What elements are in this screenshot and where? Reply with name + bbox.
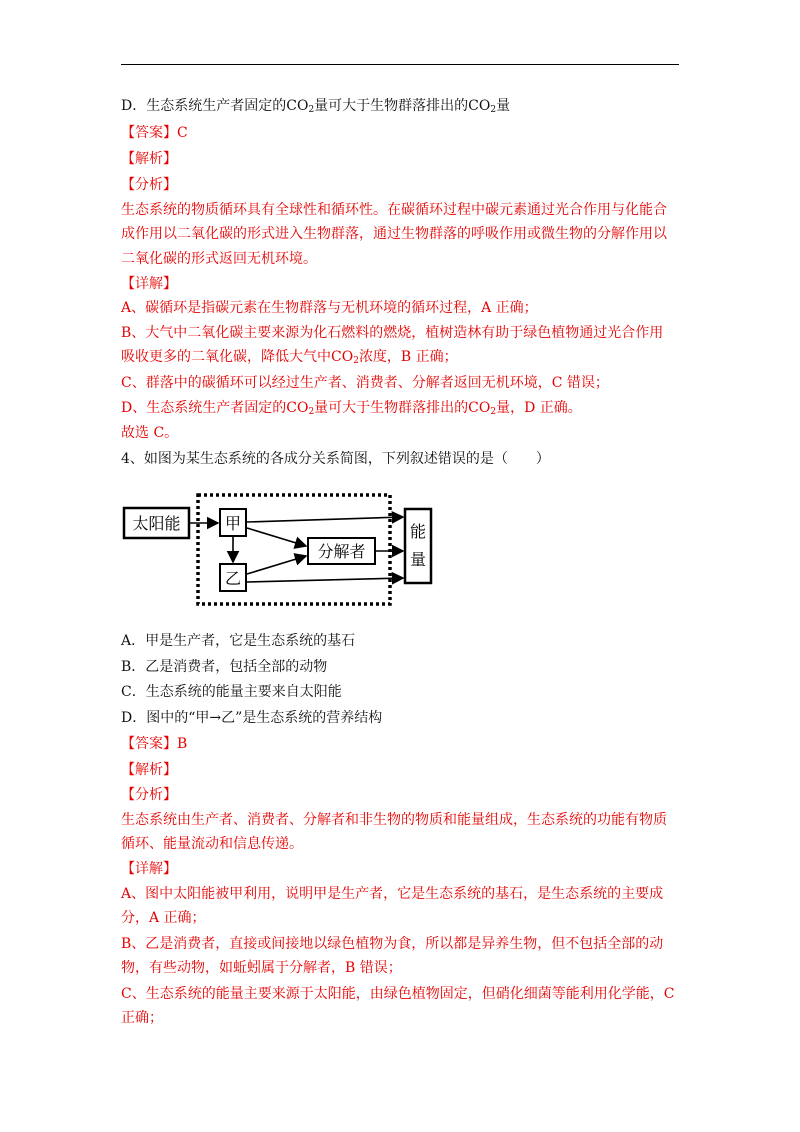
q4-option-c: C．生态系统的能量主要来自太阳能 [121, 684, 342, 700]
ecosystem-diagram-svg [121, 492, 441, 612]
ecosystem-diagram [121, 492, 441, 612]
q4-jiexi-heading: 【解析】 [121, 762, 177, 778]
q3-fenxi-line-2: 成作用以二氧化碳的形式进入生物群落，通过生物群落的呼吸作用或微生物的分解作用以 [121, 226, 667, 242]
q3-jiexi-heading: 【解析】 [121, 151, 177, 167]
q4-fenxi-line-2: 循环、能量流动和信息传递。 [121, 836, 303, 852]
q4-option-a: A．甲是生产者，它是生态系统的基石 [121, 633, 356, 649]
q3-detail-b-line-1: B、大气中二氧化碳主要来源为化石燃料的燃烧，植树造林有助于绿色植物通过光合作用 [121, 325, 664, 341]
q3-detail-a: A、碳循环是指碳元素在生物群落与无机环境的循环过程，A 正确； [121, 300, 538, 316]
q3-answer: 【答案】C [121, 125, 188, 141]
energy-label-top: 能 [409, 522, 427, 541]
q4-fenxi-heading: 【分析】 [121, 787, 177, 803]
q4-detail-line-2: 分，A 正确； [121, 910, 206, 926]
arrow-yi-to-decomposer [247, 556, 306, 574]
q3-conclusion: 故选 C。 [121, 425, 179, 441]
header-rule [121, 64, 679, 65]
q3-fenxi-heading: 【分析】 [121, 177, 177, 193]
energy-box [405, 509, 431, 583]
q3-xiangjie-heading: 【详解】 [121, 276, 177, 292]
q4-detail-line-6: 正确； [121, 1010, 163, 1026]
q4-answer: 【答案】B [121, 736, 188, 752]
q3-detail-d: D、生态系统生产者固定的$CO_2$量可大于生物群落排出的$CO_2$量，D 正确。 [121, 400, 582, 417]
q4-xiangjie-heading: 【详解】 [121, 861, 177, 877]
yi-label: 乙 [224, 569, 242, 588]
sun-energy-label: 太阳能 [132, 514, 181, 533]
q3-detail-c: C、群落中的碳循环可以经过生产者、消费者、分解者返回无机环境，C 错误； [121, 375, 609, 391]
arrow-jia-to-decomposer [247, 528, 306, 546]
q3-fenxi-line-3: 二氧化碳的形式返回无机环境。 [121, 251, 317, 267]
q3-detail-b-line-2: 吸收更多的二氧化碳，降低大气中$CO_2$浓度，B 正确； [121, 349, 458, 366]
q4-detail-line-3: B、乙是消费者，直接或间接地以绿色植物为食，所以都是异养生物，但不包括全部的动 [121, 936, 664, 952]
decomposer-label: 分解者 [317, 542, 366, 561]
arrow-jia-to-energy [247, 517, 403, 522]
q4-detail-line-4: 物，有些动物，如蚯蚓属于分解者，B 错误； [121, 960, 402, 976]
q4-stem: 4、如图为某生态系统的各成分关系简图，下列叙述错误的是（ ） [121, 451, 550, 467]
q4-fenxi-line-1: 生态系统由生产者、消费者、分解者和非生物的物质和能量组成，生态系统的功能有物质 [121, 812, 667, 828]
q3-option-d: D．生态系统生产者固定的$CO_2$量可大于生物群落排出的$CO_2$量 [121, 98, 511, 115]
q4-detail-line-1: A、图中太阳能被甲利用，说明甲是生产者，它是生态系统的基石，是生态系统的主要成 [121, 886, 664, 902]
q3-fenxi-line-1: 生态系统的物质循环具有全球性和循环性。在碳循环过程中碳元素通过光合作用与化能合 [121, 202, 667, 218]
energy-label-bottom: 量 [409, 550, 427, 569]
jia-label: 甲 [224, 514, 242, 533]
q4-detail-line-5: C、生态系统的能量主要来源于太阳能，由绿色植物固定，但硝化细菌等能利用化学能，C [121, 986, 675, 1002]
q4-option-d: D．图中的“甲→乙”是生态系统的营养结构 [121, 710, 383, 726]
q4-option-b: B．乙是消费者，包括全部的动物 [121, 659, 328, 675]
arrow-yi-to-energy [247, 578, 403, 582]
